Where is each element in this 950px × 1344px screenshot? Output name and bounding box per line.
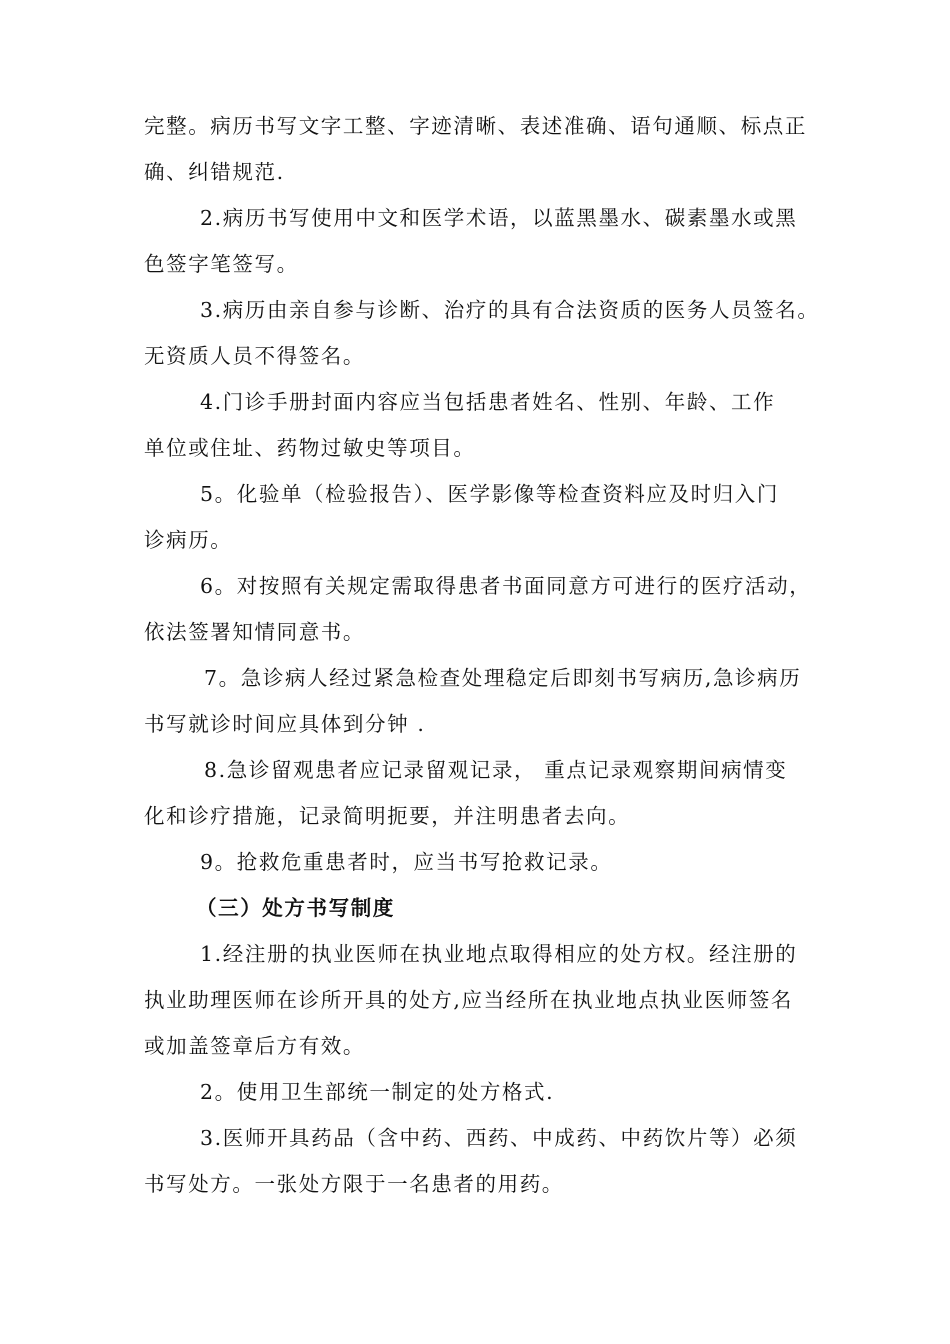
list-item-6-line: 依法签署知情同意书。 bbox=[144, 620, 365, 644]
prescription-item-3-line: 书写处方。一张处方限于一名患者的用药。 bbox=[144, 1172, 564, 1196]
list-item-5-line: 诊病历。 bbox=[144, 528, 233, 552]
prescription-item-1-line: 执业助理医师在诊所开具的处方,应当经所在执业地点执业医师签名 bbox=[144, 988, 794, 1012]
list-item-8-line: 8.急诊留观患者应记录留观记录， 重点记录观察期间病情变 bbox=[204, 758, 788, 782]
list-item-5-line: 5。化验单（检验报告）、医学影像等检查资料应及时归入门 bbox=[200, 482, 779, 506]
prescription-item-1-line: 1.经注册的执业医师在执业地点取得相应的处方权。经注册的 bbox=[200, 942, 798, 966]
prescription-item-3-line: 3.医师开具药品（含中药、西药、中成药、中药饮片等）必须 bbox=[200, 1126, 798, 1150]
body-text-line: 完整。病历书写文字工整、字迹清晰、表述准确、语句通顺、标点正 bbox=[144, 114, 807, 138]
prescription-item-1-line: 或加盖签章后方有效。 bbox=[144, 1034, 365, 1058]
list-item-7-line: 7。急诊病人经过紧急检查处理稳定后即刻书写病历,急诊病历 bbox=[204, 666, 802, 690]
list-item-6-line: 6。对按照有关规定需取得患者书面同意方可进行的医疗活动， bbox=[200, 574, 812, 598]
prescription-item-2-line: 2。使用卫生部统一制定的处方格式. bbox=[200, 1080, 555, 1104]
list-item-4-line: 单位或住址、药物过敏史等项目。 bbox=[144, 436, 476, 460]
list-item-8-line: 化和诊疗措施，记录简明扼要，并注明患者去向。 bbox=[144, 804, 631, 828]
body-text-line: 确、纠错规范. bbox=[144, 160, 285, 184]
list-item-3-line: 3.病历由亲自参与诊断、治疗的具有合法资质的医务人员签名。 bbox=[200, 298, 820, 322]
list-item-4-line: 4.门诊手册封面内容应当包括患者姓名、性别、年龄、工作 bbox=[200, 390, 776, 414]
list-item-7-line: 书写就诊时间应具体到分钟 . bbox=[144, 712, 426, 736]
section-heading: （三）处方书写制度 bbox=[196, 896, 395, 920]
list-item-9-line: 9。抢救危重患者时，应当书写抢救记录。 bbox=[200, 850, 613, 874]
list-item-2-line: 2.病历书写使用中文和医学术语，以蓝黑墨水、碳素墨水或黑 bbox=[200, 206, 798, 230]
list-item-2-line: 色签字笔签写。 bbox=[144, 252, 299, 276]
list-item-3-line: 无资质人员不得签名。 bbox=[144, 344, 365, 368]
